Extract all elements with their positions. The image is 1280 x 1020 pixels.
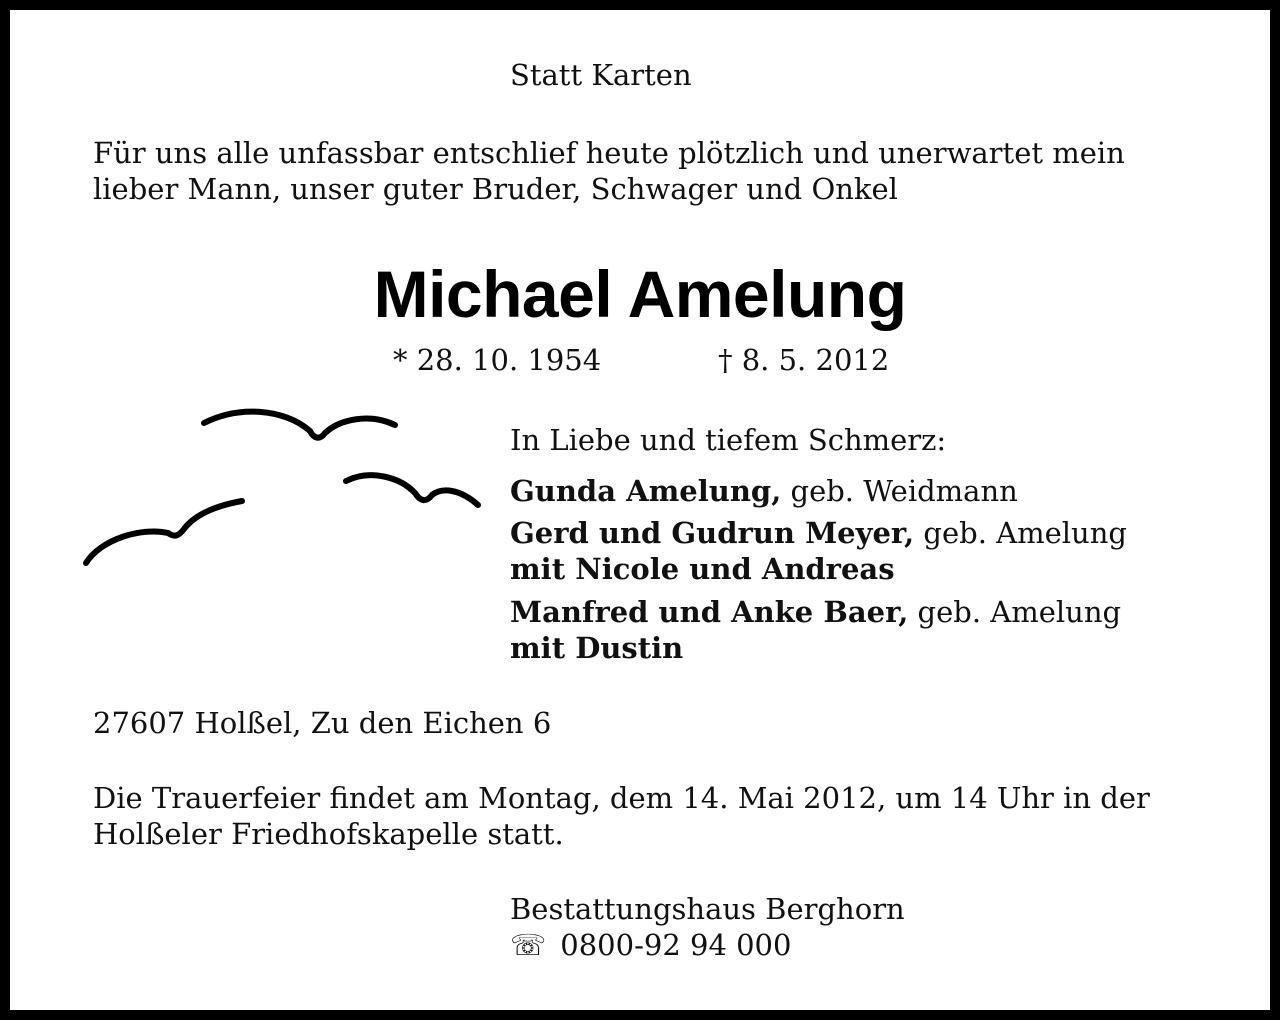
birth-date: * 28. 10. 1954 (393, 343, 602, 377)
mourner-2-name: Gerd und Gudrun Meyer, (510, 516, 915, 550)
undertaker-phone: 0800-92 94 000 (560, 928, 792, 962)
mourner-1-name: Gunda Amelung, (510, 474, 782, 508)
telephone-icon: ☏ (510, 928, 547, 962)
mourner-3-name: Manfred und Anke Baer, (510, 595, 909, 629)
mourner-entry-1 (510, 473, 1018, 509)
bird-right-icon (346, 475, 478, 505)
intro-line-2: lieber Mann, unser guter Bruder, Schwager und Onkel (93, 172, 898, 206)
undertaker-phone-row (510, 927, 791, 963)
deceased-name: Michael Amelung (373, 257, 907, 331)
undertaker-name: Bestattungshaus Berghorn (510, 892, 905, 926)
birds-icon (70, 395, 490, 575)
statt-karten: Statt Karten (510, 58, 692, 92)
mourners-heading: In Liebe und tiefem Schmerz: (510, 423, 947, 457)
address: 27607 Holßel, Zu den Eichen 6 (93, 706, 552, 740)
death-date: † 8. 5. 2012 (718, 343, 890, 377)
intro-line-1: Für uns alle unfassbar entschlief heute plötzlich und unerwartet mein (93, 136, 1125, 170)
mourner-3-children: mit Dustin (510, 631, 684, 665)
mourner-2-maiden: geb. Amelung (914, 516, 1127, 550)
bird-left-icon (86, 501, 242, 563)
funeral-line-1: Die Trauerfeier findet am Montag, dem 14. Mai 2012, um 14 Uhr in der (93, 781, 1150, 815)
obituary-card (10, 10, 1270, 1010)
mourner-1-maiden: geb. Weidmann (781, 474, 1018, 508)
mourner-3-maiden: geb. Amelung (908, 595, 1122, 629)
bird-top-icon (204, 412, 395, 438)
mourner-entry-2 (510, 515, 1127, 551)
mourner-2-children: mit Nicole und Andreas (510, 552, 895, 586)
funeral-line-2: Holßeler Friedhofskapelle statt. (93, 817, 564, 851)
mourner-entry-3 (510, 594, 1121, 630)
